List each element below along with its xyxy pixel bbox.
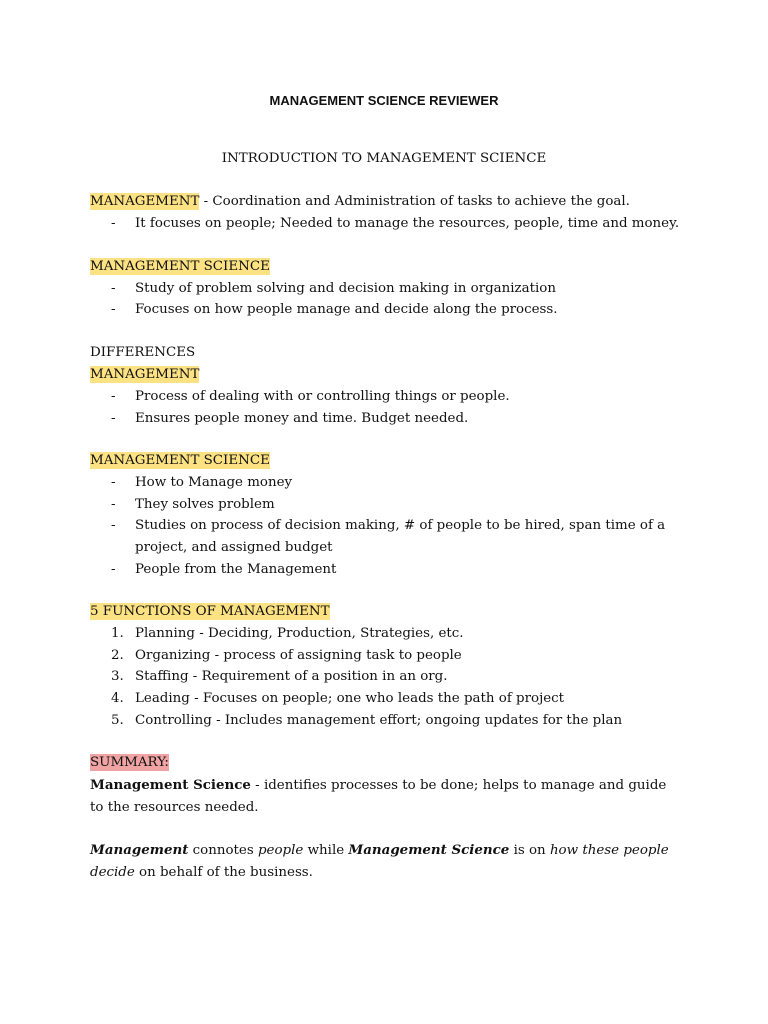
list-item: Planning - Deciding, Production, Strategies, etc. (135, 626, 464, 641)
bullet-text: How to Manage money (135, 475, 293, 490)
list-number: 1. (111, 626, 124, 641)
highlighted-term: MANAGEMENT SCIENCE (90, 453, 270, 468)
term-line (90, 258, 270, 276)
summary-text: on behalf of the business. (134, 865, 313, 880)
list-number: 3. (111, 669, 124, 684)
bullet-dash: - (111, 216, 116, 231)
list-item: Staffing - Requirement of a position in an org. (135, 669, 448, 684)
bullet-text: Study of problem solving and decision making in organization (135, 281, 556, 296)
summary-paragraph-1 (90, 774, 680, 819)
list-item: Controlling - Includes management effort; ongoing updates for the plan (135, 713, 623, 728)
italic-text: how these people decide (90, 843, 669, 880)
list-number: 5. (111, 713, 124, 728)
definition-text: - Coordination and Administration of tasks to achieve the goal. (199, 194, 630, 209)
term-line (90, 366, 199, 384)
highlighted-term: 5 FUNCTIONS OF MANAGEMENT (90, 604, 330, 619)
bullet-dash: - (111, 302, 116, 317)
italic-text: people (257, 843, 304, 858)
list-item: Organizing - process of assigning task to people (135, 648, 462, 663)
bullet-text: It focuses on people; Needed to manage the resources, people, time and money. (135, 216, 680, 231)
list-item: Leading - Focuses on people; one who leads the path of project (135, 691, 565, 706)
bold-italic-term: Management Science (348, 842, 510, 858)
highlighted-term: MANAGEMENT (90, 367, 200, 382)
term-line (90, 603, 330, 621)
list-number: 4. (111, 691, 124, 706)
document-title: MANAGEMENT SCIENCE REVIEWER (269, 93, 499, 108)
bullet-dash: - (111, 518, 116, 533)
bullet-dash: - (111, 475, 116, 490)
bold-italic-term: Management (90, 842, 189, 858)
highlighted-term: MANAGEMENT SCIENCE (90, 259, 270, 274)
bullet-text: Focuses on how people manage and decide along the process. (135, 302, 558, 317)
section-heading: INTRODUCTION TO MANAGEMENT SCIENCE (221, 151, 547, 166)
bullet-dash: - (111, 497, 116, 512)
differences-label: DIFFERENCES (90, 345, 196, 360)
bullet-text: People from the Management (135, 562, 337, 577)
summary-paragraph-2 (90, 839, 680, 884)
summary-text: is on (509, 843, 550, 858)
bold-term: Management Science (90, 777, 251, 793)
bullet-dash: - (111, 389, 116, 404)
bullet-text-continued: project, and assigned budget (135, 540, 333, 555)
term-line (90, 452, 270, 470)
highlighted-term: MANAGEMENT (90, 194, 200, 209)
summary-label: SUMMARY: (90, 755, 169, 770)
definition-line (90, 193, 630, 211)
list-number: 2. (111, 648, 124, 663)
bullet-dash: - (111, 562, 116, 577)
summary-text: - identifies processes to be done; helps to manage and guide to the resources needed. (90, 778, 667, 815)
summary-text: connotes (188, 843, 258, 858)
bullet-text: Ensures people money and time. Budget needed. (135, 411, 469, 426)
summary-line (90, 754, 169, 772)
bullet-text: Studies on process of decision making, # of people to be hired, span time of a (135, 518, 666, 533)
bullet-text: Process of dealing with or controlling things or people. (135, 389, 510, 404)
bullet-text: They solves problem (135, 497, 275, 512)
summary-text: while (303, 843, 349, 858)
bullet-dash: - (111, 281, 116, 296)
bullet-dash: - (111, 411, 116, 426)
